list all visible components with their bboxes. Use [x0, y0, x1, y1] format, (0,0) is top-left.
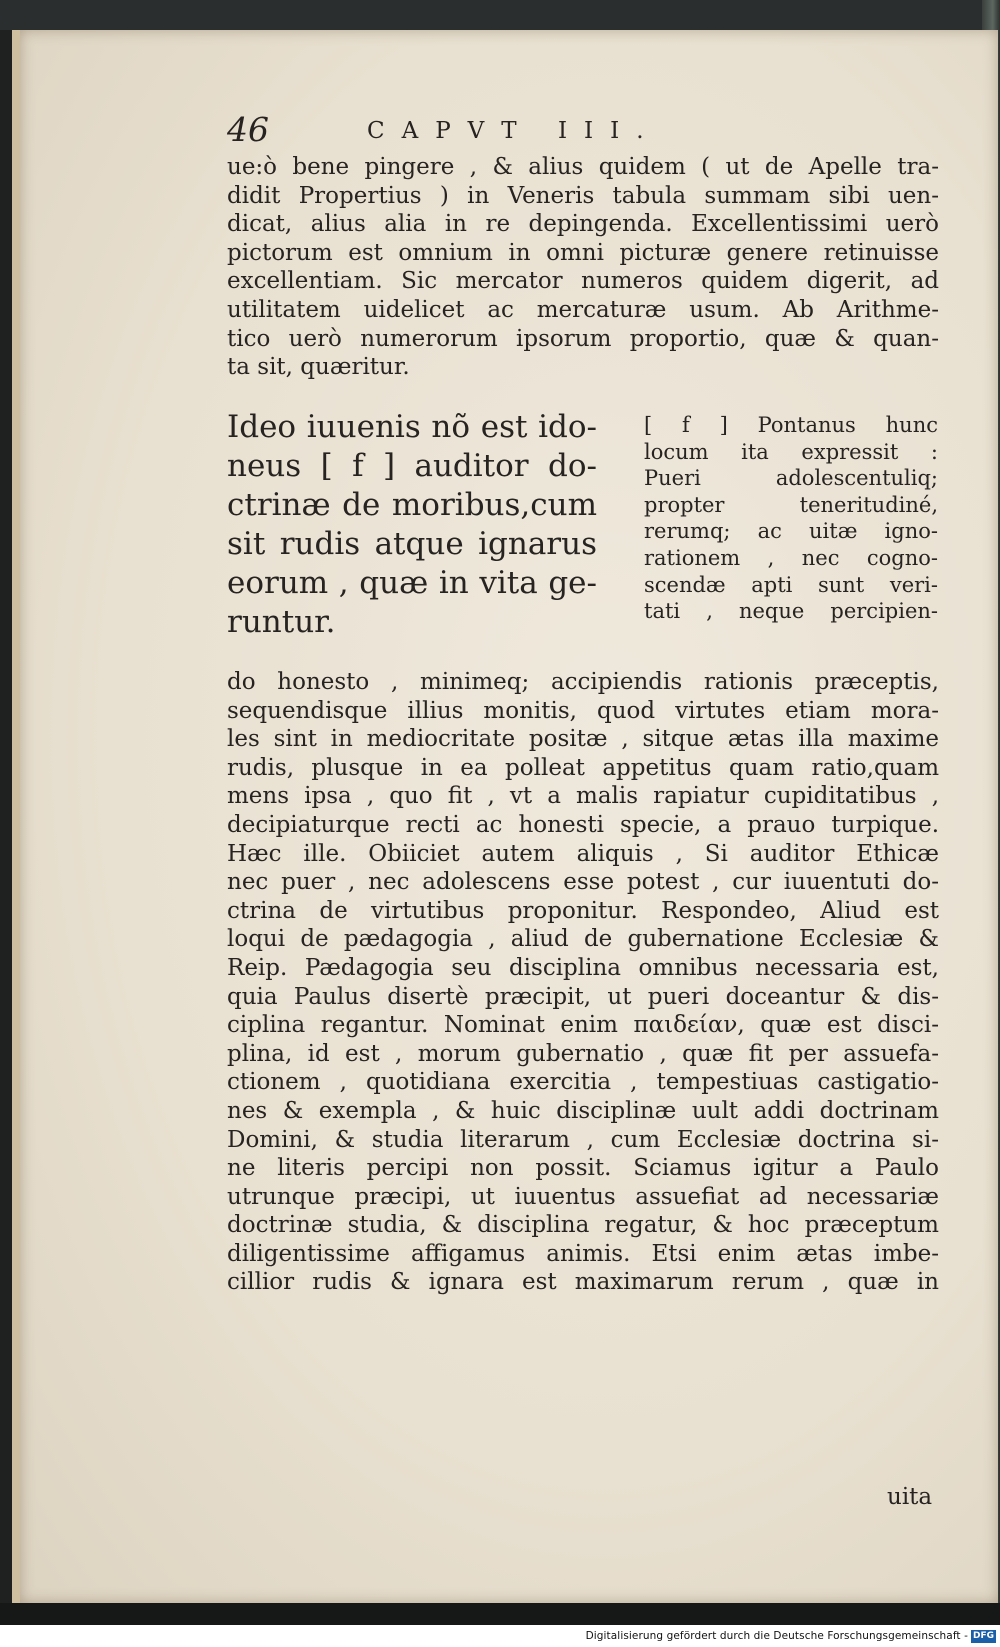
aphorism-line: eorum , quæ in vita ge- [227, 565, 597, 601]
aphorism-line: ctrinæ de moribus,cum [227, 487, 597, 523]
catchword: uita [887, 1484, 933, 1510]
commentary-line: propter teneritudiné, [644, 492, 938, 517]
text-line: nes & exempla , & huic disciplinæ uult addi doctrinam [227, 1097, 939, 1124]
text-line: doctrinæ studia, & disciplina regatur, & hoc præceptum [227, 1212, 939, 1239]
scan-background-top [0, 0, 1000, 30]
footer-credit: Digitalisierung gefördert durch die Deutsche Forschungsgemeinschaft - [585, 1630, 968, 1642]
text-line: ctrina de virtutibus proponitur. Respondeo, Aliud est [227, 897, 939, 924]
text-line: Domini, & studia literarum , cum Ecclesiæ doctrina si- [227, 1126, 939, 1153]
text-line: cillior rudis & ignara est maximarum rerum , quæ in [227, 1269, 939, 1296]
main-paragraph [227, 153, 939, 382]
text-line: didit Propertius ) in Veneris tabula summam sibi uen- [227, 182, 939, 209]
commentary-line: rerumq; ac uitæ igno- [644, 519, 938, 544]
footer-strip [0, 1625, 1000, 1647]
text-line: diligentissime affigamus animis. Etsi enim ætas imbe- [227, 1240, 939, 1267]
page-number: 46 [227, 110, 269, 149]
text-line: plina, id est , morum gubernatio , quæ fit per assuefa- [227, 1040, 939, 1067]
text-line: ne literis percipi non possit. Sciamus igitur a Paulo [227, 1155, 939, 1182]
commentary-line: locum ita expressit : [644, 439, 938, 464]
text-line: ciplina regantur. Nominat enim παιδείαν, quæ est disci- [227, 1012, 939, 1039]
text-line: ta sit, quæritur. [227, 354, 410, 381]
page-header [227, 110, 787, 150]
text-line: mens ipsa , quo fit , vt a malis rapiatur cupiditatibus , [227, 783, 939, 810]
aphorism-line: sit rudis atque ignarus [227, 526, 597, 562]
text-line: rudis, plusque in ea polleat appetitus quam ratio,quam [227, 754, 939, 781]
continuation-paragraph [227, 668, 939, 1297]
commentary-line: rationem , nec cogno- [644, 545, 938, 570]
text-line: quia Paulus disertè præcipit, ut pueri doceantur & dis- [227, 983, 939, 1010]
text-line: nec puer , nec adolescens esse potest , cur iuuentuti do- [227, 869, 939, 896]
commentary-line: tati , neque percipien- [644, 599, 938, 624]
text-line: pictorum est omnium in omni picturæ genere retinuisse [227, 239, 939, 266]
commentary-text [644, 412, 938, 625]
text-line: loqui de pædagogia , aliud de gubernatione Ecclesiæ & [227, 926, 939, 953]
commentary-line: Pueri adolescentuliq; [644, 466, 938, 491]
text-line: decipiaturque recti ac honesti specie, a prauo turpique. [227, 811, 939, 838]
commentary-line: scendæ apti sunt veri- [644, 572, 938, 597]
text-line: ctionem , quotidiana exercitia , tempestiuas castigatio- [227, 1069, 939, 1096]
commentary-line: [ f ] Pontanus hunc [644, 413, 938, 437]
aphorism-line: Ideo iuuenis nõ est ido- [227, 409, 597, 445]
text-line: tico uerò numerorum ipsorum proportio, quæ & quan- [227, 325, 939, 352]
running-head: CAPVT III. [367, 118, 661, 144]
aphorism-text [227, 408, 597, 642]
text-line: utrunque præcipi, ut iuuentus assuefiat ad necessariæ [227, 1183, 939, 1210]
text-line: ue:ò bene pingere , & alius quidem ( ut de Apelle tra- [227, 154, 939, 180]
text-line: sequendisque illius monitis, quod virtutes etiam mora- [227, 697, 939, 724]
text-line: utilitatem uidelicet ac mercaturæ usum. Ab Arithme- [227, 296, 939, 323]
aphorism-line: runtur. [227, 604, 336, 640]
text-line: excellentiam. Sic mercator numeros quidem digerit, ad [227, 268, 939, 295]
text-line: dicat, alius alia in re depingenda. Excellentissimi uerò [227, 211, 939, 238]
dfg-logo: DFG [972, 1630, 994, 1641]
text-line: Hæc ille. Obiiciet autem aliquis , Si auditor Ethicæ [227, 840, 939, 867]
text-line: les sint in mediocritate positæ , sitque ætas illa maxime [227, 726, 939, 753]
text-line: Reip. Pædagogia seu disciplina omnibus necessaria est, [227, 954, 939, 981]
aphorism-line: neus [ f ] auditor do- [227, 448, 597, 484]
text-line: do honesto , minimeq; accipiendis rationis præceptis, [227, 669, 939, 695]
